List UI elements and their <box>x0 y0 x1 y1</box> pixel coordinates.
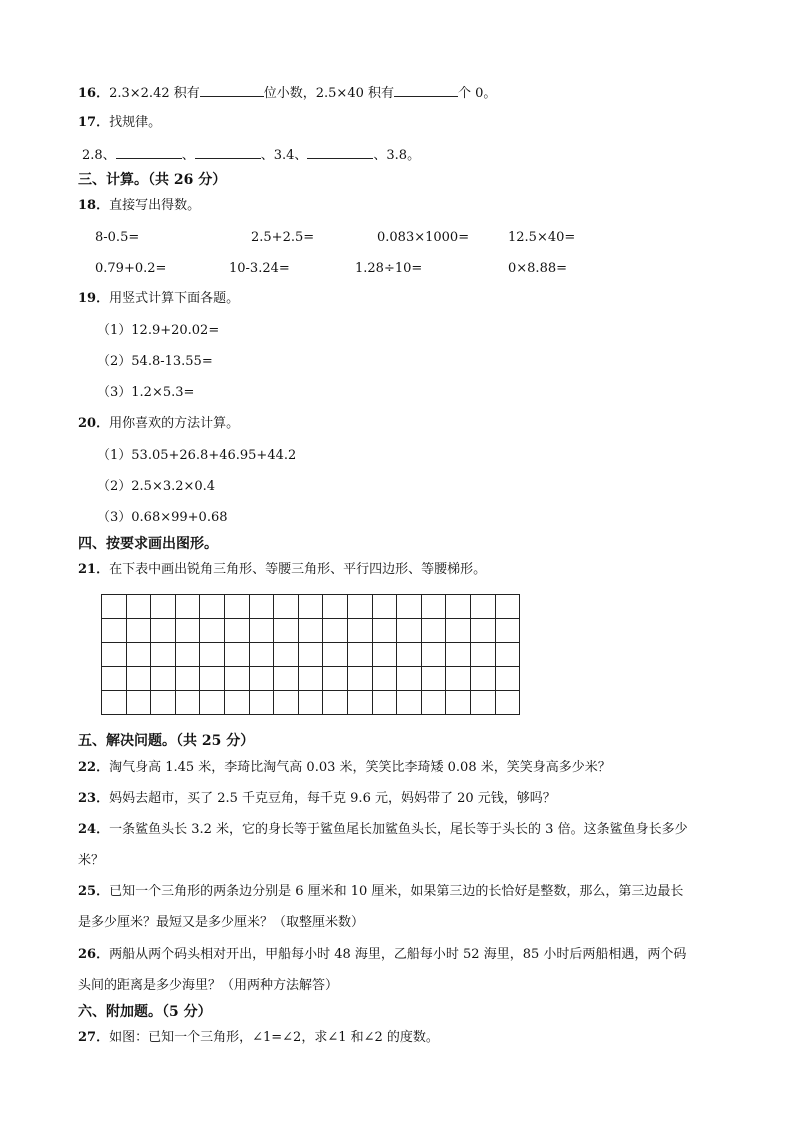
grid-row <box>102 595 520 619</box>
question-number: 21． <box>78 562 110 577</box>
sequence-text: 、3.4、 <box>260 148 308 163</box>
grid-cell[interactable] <box>446 667 471 691</box>
grid-cell[interactable] <box>274 667 299 691</box>
question-text: 2.3×2.42 积有 <box>109 86 200 101</box>
question-number: 22． <box>78 760 110 775</box>
grid-cell[interactable] <box>372 595 397 619</box>
grid-cell[interactable] <box>175 595 200 619</box>
grid-cell[interactable] <box>372 691 397 715</box>
grid-cell[interactable] <box>323 643 348 667</box>
grid-cell[interactable] <box>446 643 471 667</box>
grid-cell[interactable] <box>200 667 225 691</box>
grid-cell[interactable] <box>372 667 397 691</box>
grid-cell[interactable] <box>102 643 127 667</box>
grid-cell[interactable] <box>470 691 495 715</box>
grid-row <box>102 643 520 667</box>
question-26-continued: 头间的距离是多少海里？（用两种方法解答） <box>78 978 339 993</box>
grid-cell[interactable] <box>249 595 274 619</box>
grid-cell[interactable] <box>151 619 176 643</box>
question-text: 两船从两个码头相对开出，甲船每小时 48 海里，乙船每小时 52 海里，85 小时后两船相遇，两个码 <box>109 947 687 962</box>
grid-cell[interactable] <box>446 691 471 715</box>
grid-cell[interactable] <box>323 595 348 619</box>
grid-cell[interactable] <box>274 619 299 643</box>
grid-cell[interactable] <box>126 619 151 643</box>
grid-cell[interactable] <box>298 595 323 619</box>
grid-cell[interactable] <box>224 667 249 691</box>
grid-cell[interactable] <box>175 643 200 667</box>
question-18 <box>78 197 200 215</box>
grid-cell[interactable] <box>274 691 299 715</box>
question-text: 找规律。 <box>109 115 162 130</box>
question-22 <box>78 759 611 777</box>
question-number: 16． <box>78 86 110 101</box>
answer-blank[interactable] <box>195 145 261 159</box>
question-number: 18． <box>78 198 110 213</box>
question-number: 27． <box>78 1030 110 1045</box>
question-number: 26． <box>78 947 110 962</box>
section-heading: 六、附加题。（5 分） <box>78 1004 212 1020</box>
answer-blank[interactable] <box>116 145 182 159</box>
sub-item: （1）12.9+20.02= <box>97 323 220 338</box>
grid-cell[interactable] <box>298 691 323 715</box>
grid-cell[interactable] <box>249 619 274 643</box>
calc-item: 0.79+0.2= <box>95 261 167 276</box>
grid-cell[interactable] <box>102 667 127 691</box>
grid-cell[interactable] <box>470 619 495 643</box>
question-text: 个 0。 <box>458 86 497 101</box>
grid-cell[interactable] <box>495 691 520 715</box>
grid-cell[interactable] <box>323 667 348 691</box>
grid-cell[interactable] <box>495 643 520 667</box>
sub-item: （1）53.05+26.8+46.95+44.2 <box>97 448 297 463</box>
calc-item: 12.5×40= <box>508 230 576 245</box>
grid-cell[interactable] <box>200 691 225 715</box>
grid-cell[interactable] <box>372 643 397 667</box>
question-number: 20． <box>78 416 110 431</box>
grid-cell[interactable] <box>298 667 323 691</box>
grid-cell[interactable] <box>347 667 372 691</box>
grid-cell[interactable] <box>200 595 225 619</box>
grid-cell[interactable] <box>249 691 274 715</box>
grid-cell[interactable] <box>421 667 446 691</box>
section-heading: 三、计算。（共 26 分） <box>78 172 227 188</box>
grid-cell[interactable] <box>175 691 200 715</box>
calc-item: 8-0.5= <box>95 230 140 245</box>
grid-cell[interactable] <box>126 691 151 715</box>
calc-item: 0×8.88= <box>508 261 568 276</box>
question-text: 淘气身高 1.45 米，李琦比淘气高 0.03 米，笑笑比李琦矮 0.08 米，笑笑身高多少米？ <box>109 760 611 775</box>
answer-blank[interactable] <box>307 145 373 159</box>
grid-cell[interactable] <box>347 619 372 643</box>
grid-cell[interactable] <box>397 691 422 715</box>
sub-item: （3）0.68×99+0.68 <box>97 510 228 525</box>
grid-cell[interactable] <box>372 619 397 643</box>
grid-cell[interactable] <box>298 643 323 667</box>
sub-item: （3）1.2×5.3= <box>97 385 195 400</box>
grid-cell[interactable] <box>224 595 249 619</box>
question-25 <box>78 883 683 901</box>
grid-cell[interactable] <box>397 667 422 691</box>
question-text: 一条鲨鱼头长 3.2 米，它的身长等于鲨鱼尾长加鲨鱼头长，尾长等于头长的 3 倍。这条鲨鱼身长多少 <box>109 822 688 837</box>
question-27 <box>78 1029 439 1047</box>
grid-cell[interactable] <box>224 643 249 667</box>
grid-cell[interactable] <box>298 619 323 643</box>
grid-cell[interactable] <box>102 691 127 715</box>
grid-cell[interactable] <box>151 667 176 691</box>
question-17 <box>78 114 161 132</box>
question-text: 在下表中画出锐角三角形、等腰三角形、平行四边形、等腰梯形。 <box>109 562 487 577</box>
grid-cell[interactable] <box>224 619 249 643</box>
question-21 <box>78 561 486 579</box>
question-number: 23． <box>78 791 110 806</box>
question-16 <box>78 83 496 103</box>
grid-cell[interactable] <box>274 595 299 619</box>
grid-cell[interactable] <box>249 667 274 691</box>
grid-cell[interactable] <box>151 643 176 667</box>
grid-cell[interactable] <box>151 691 176 715</box>
pattern-sequence <box>82 145 420 165</box>
question-25-continued: 是多少厘米？最短又是多少厘米？（取整厘米数） <box>78 915 365 930</box>
grid-cell[interactable] <box>397 619 422 643</box>
grid-cell[interactable] <box>446 619 471 643</box>
grid-cell[interactable] <box>495 619 520 643</box>
answer-blank[interactable] <box>394 83 458 97</box>
drawing-grid[interactable] <box>101 594 520 715</box>
grid-cell[interactable] <box>323 619 348 643</box>
calc-item: 10-3.24= <box>229 261 290 276</box>
sequence-text: 、3.8。 <box>373 148 421 163</box>
grid-cell[interactable] <box>200 619 225 643</box>
question-number: 25． <box>78 884 110 899</box>
grid-cell[interactable] <box>151 595 176 619</box>
grid-cell[interactable] <box>347 691 372 715</box>
grid-cell[interactable] <box>102 619 127 643</box>
grid-cell[interactable] <box>126 595 151 619</box>
question-text: 妈妈去超市，买了 2.5 千克豆角，每千克 9.6 元，妈妈带了 20 元钱，够吗？ <box>109 791 556 806</box>
grid-cell[interactable] <box>421 643 446 667</box>
grid-cell[interactable] <box>470 667 495 691</box>
question-20 <box>78 415 239 433</box>
grid-cell[interactable] <box>347 643 372 667</box>
grid-cell[interactable] <box>397 643 422 667</box>
question-text: 已知一个三角形的两条边分别是 6 厘米和 10 厘米，如果第三边的长恰好是整数，那么，第三边最长 <box>109 884 684 899</box>
grid-cell[interactable] <box>224 691 249 715</box>
grid-row <box>102 691 520 715</box>
answer-blank[interactable] <box>200 83 264 97</box>
section-heading: 五、解决问题。（共 25 分） <box>78 733 255 749</box>
question-number: 19． <box>78 291 110 306</box>
sub-item: （2）2.5×3.2×0.4 <box>97 479 216 494</box>
grid-row <box>102 667 520 691</box>
grid-cell[interactable] <box>495 595 520 619</box>
grid-cell[interactable] <box>323 691 348 715</box>
grid-row <box>102 619 520 643</box>
question-text: 如图：已知一个三角形，∠1=∠2，求∠1 和∠2 的度数。 <box>109 1030 439 1045</box>
grid-cell[interactable] <box>102 595 127 619</box>
question-26 <box>78 946 686 964</box>
question-number: 17． <box>78 115 110 130</box>
question-text: 用你喜欢的方法计算。 <box>109 416 240 431</box>
grid-cell[interactable] <box>421 691 446 715</box>
section-heading: 四、按要求画出图形。 <box>78 536 218 552</box>
grid-cell[interactable] <box>495 667 520 691</box>
grid-cell[interactable] <box>274 643 299 667</box>
grid-cell[interactable] <box>175 619 200 643</box>
question-24 <box>78 821 688 839</box>
grid-cell[interactable] <box>470 595 495 619</box>
question-text: 位小数，2.5×40 积有 <box>263 86 394 101</box>
sequence-text: 、 <box>181 148 195 163</box>
question-number: 24． <box>78 822 110 837</box>
grid-cell[interactable] <box>126 643 151 667</box>
sub-item: （2）54.8-13.55= <box>97 354 213 369</box>
grid-cell[interactable] <box>249 643 274 667</box>
question-text: 直接写出得数。 <box>109 198 201 213</box>
grid-cell[interactable] <box>200 643 225 667</box>
question-24-continued: 米？ <box>78 853 105 868</box>
grid-cell[interactable] <box>126 667 151 691</box>
question-23 <box>78 790 556 808</box>
sequence-text: 2.8、 <box>82 148 116 163</box>
grid-cell[interactable] <box>175 667 200 691</box>
grid-cell[interactable] <box>421 595 446 619</box>
calc-item: 1.28÷10= <box>355 261 423 276</box>
calc-item: 2.5+2.5= <box>251 230 315 245</box>
grid-cell[interactable] <box>470 643 495 667</box>
question-19 <box>78 290 239 308</box>
grid-cell[interactable] <box>347 595 372 619</box>
grid-cell[interactable] <box>446 595 471 619</box>
calc-item: 0.083×1000= <box>377 230 470 245</box>
question-text: 用竖式计算下面各题。 <box>109 291 240 306</box>
grid-cell[interactable] <box>397 595 422 619</box>
grid-cell[interactable] <box>421 619 446 643</box>
